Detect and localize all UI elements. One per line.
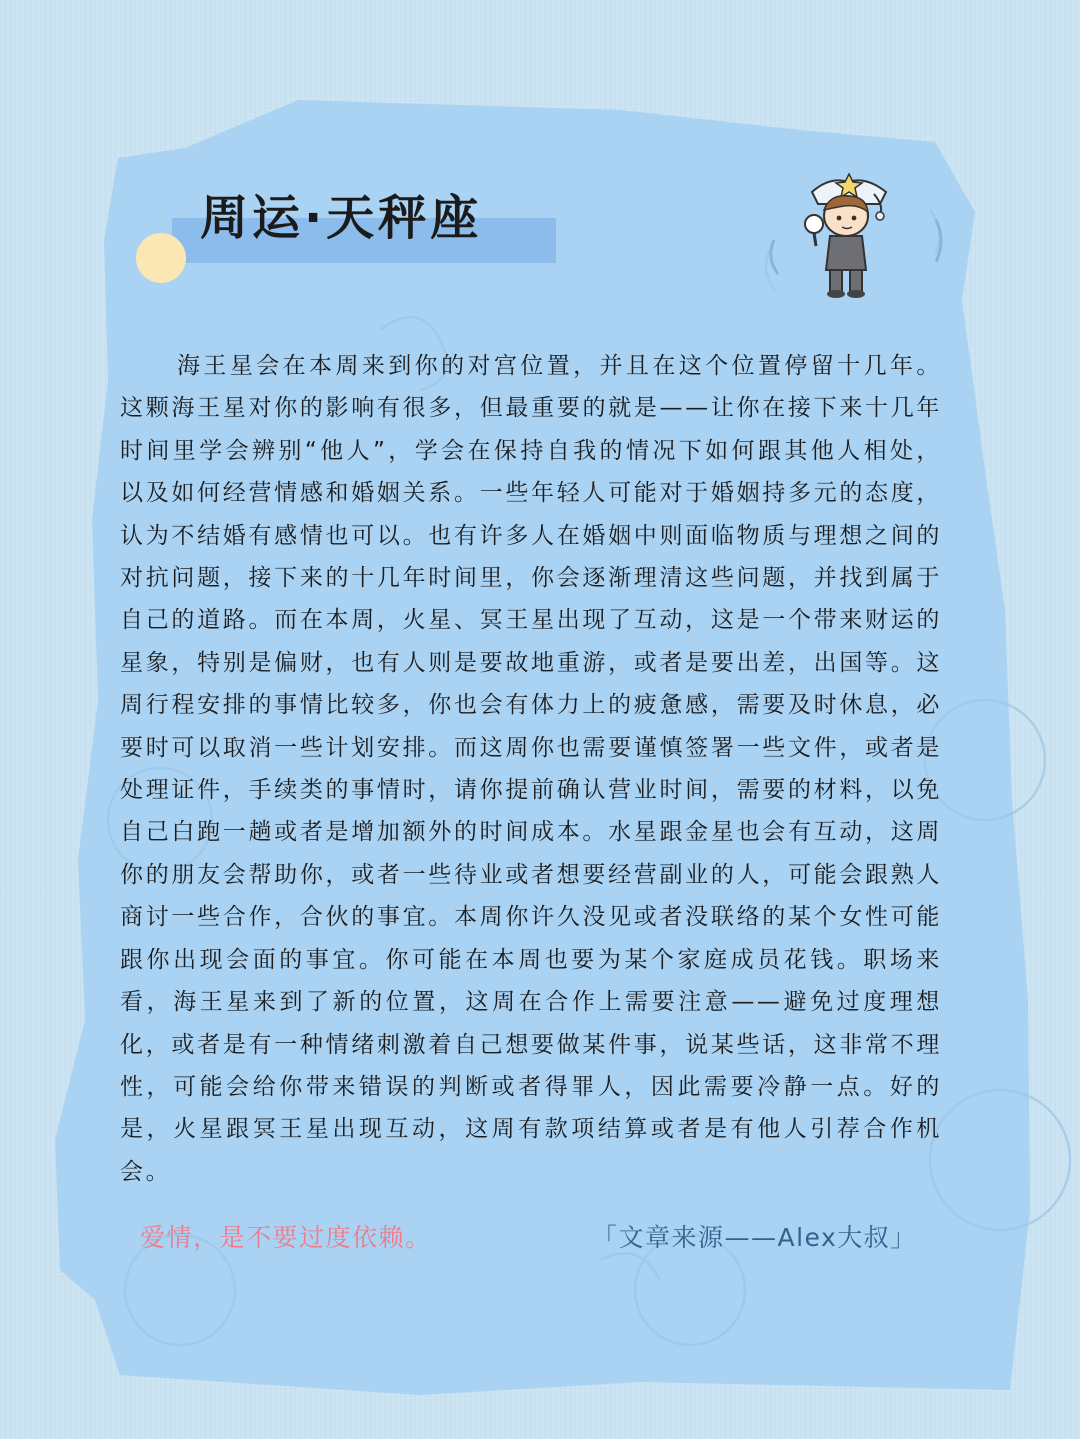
source-credit-text: 「文章来源——Alex大叔」 [592, 1223, 917, 1252]
love-tip-text: 爱情，是不要过度依赖。 [140, 1223, 432, 1252]
title-yellow-dot [136, 233, 186, 283]
article-body: 海王星会在本周来到你的对宫位置，并且在这个位置停留十几年。这颗海王星对你的影响有很多，但最重要的就是——让你在接下来十几年时间里学会辨别“他人”，学会在保持自我的情况下如何跟其他人相处，以及如何经营情感和婚姻关系。一些年轻人可能对于婚姻持多元的态度，认为不结婚有感情也可以。也有许多人在婚姻中则面临物质与理想之间的对抗问题，接下来的十几年时间里，你会逐渐理清这些问题，并找到属于自己的道路。而在本周，火星、冥王星出现了互动，这是一个带来财运的星象，特别是偏财，也有人则是要故地重游，或者是要出差，出国等。这周行程安排的事情比较多，你也会有体力上的疲惫感，需要及时休息，必要时可以取消一些计划安排。而这周你也需要谨慎签署一些文件，或者是处理证件，手续类的事情时，请你提前确认营业时间，需要的材料，以免自己白跑一趟或者是增加额外的时间成本。水星跟金星也会有互动，这周你的朋友会帮助你，或者一些待业或者想要经营副业的人，可能会跟熟人商讨一些合作，合伙的事宜。本周你许久没见或者没联络的某个女性可能跟你出现会面的事宜。你可能在本周也要为某个家庭成员花钱。职场来看，海王星来到了新的位置，这周在合作上需要注意——避免过度理想化，或者是有一种情绪刺激着自己想要做某件事，说某些话，这非常不理性，可能会给你带来错误的判断或者得罪人，因此需要冷静一点。好的是，火星跟冥王星出现互动，这周有款项结算或者是有他人引荐合作机会。 [120, 353, 942, 1185]
cartoon-boy-with-magnifier-icon [760, 170, 950, 305]
page-title: 周运·天秤座 [200, 190, 483, 246]
